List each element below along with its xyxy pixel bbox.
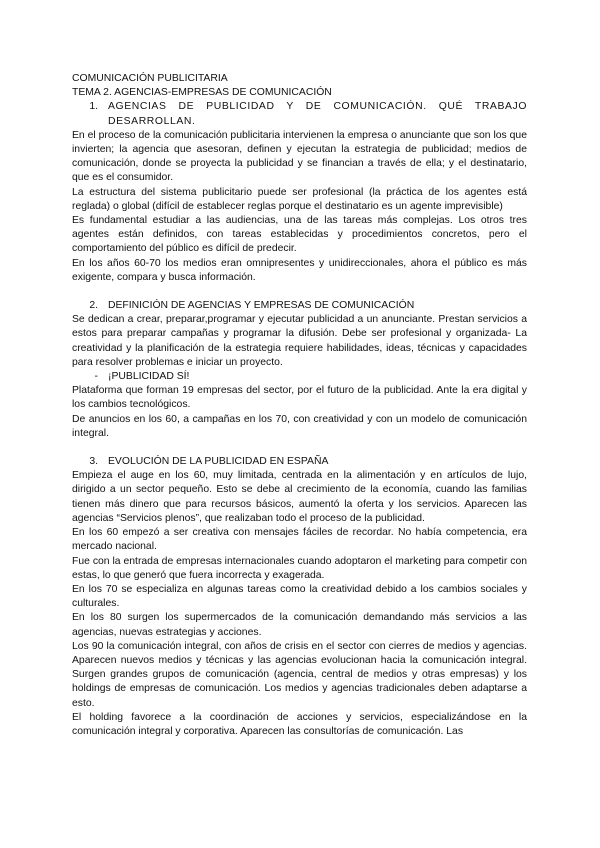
- section-1-paragraph: La estructura del sistema publicitario puede ser profesional (la práctica de los agentes está reglada) o global (difícil de establecer reglas porque el destinatario es un agente imprevisible): [72, 186, 527, 212]
- section-3-paragraph: En los 80 surgen los supermercados de la comunicación demandando más servicios a las agencias, nuevas estrategias y acciones.: [72, 612, 527, 638]
- bullet-mark: -: [94, 371, 98, 383]
- section-1-paragraph: En el proceso de la comunicación publicitaria intervienen la empresa o anunciante que son los que invierten; la agencia que asesoran, definen y ejecutan la estrategia de publicidad; medios de comunicación, donde se proyecta la publicidad y se financian a través de ella; y el destinatario, que es el consumidor.: [72, 129, 527, 184]
- section-3-paragraph: Fue con la entrada de empresas internacionales cuando adoptaron el marketing para competir con estas, lo que generó que fuera incorrecta y exagerada.: [72, 555, 527, 581]
- document-page: [72, 72, 527, 739]
- document-title: COMUNICACIÓN PUBLICITARIA: [72, 73, 228, 84]
- section-1-heading: [72, 100, 527, 128]
- section-2-title: DEFINICIÓN DE AGENCIAS Y EMPRESAS DE COMUNICACIÓN: [108, 300, 415, 312]
- bullet-text: ¡PUBLICIDAD SÍ!: [108, 371, 190, 383]
- section-3-heading: [72, 455, 527, 469]
- section-1-title: AGENCIAS DE PUBLICIDAD Y DE COMUNICACIÓN. QUÉ TRABAJO DESARROLLAN.: [108, 101, 527, 127]
- section-3-paragraph: Empieza el auge en los 60, muy limitada, centrada en la alimentación y en artículos de lujo, dirigido a un sector pequeño. Esto se debe al crecimiento de la economía, cuando las familias tienen más dinero que para recursos básicos, aumentó la oferta y los servicios. Aparecen las agencias “Servicios plenos”, que realizaban todo el proceso de la publicidad.: [72, 470, 527, 524]
- section-2-paragraph: Plataforma que forman 19 empresas del sector, por el futuro de la publicidad. Ante la era digital y los cambios tecnológicos.: [72, 385, 527, 411]
- section-3-title: EVOLUCIÓN DE LA PUBLICIDAD EN ESPAÑA: [108, 456, 329, 468]
- bullet-item: [72, 370, 527, 384]
- section-3-paragraph: En los 70 se especializa en algunas tareas como la creatividad debido a los cambios sociales y culturales.: [72, 583, 527, 610]
- section-2-paragraph: Se dedican a crear, preparar,programar y ejecutar publicidad a un anunciante. Prestan servicios a estos para preparar campañas y programar la difusión. Debe ser profesional y organizada- La creatividad y la planificación de la estrategia requiere habilidades, ideas, técnicas y capacidades para resolver problemas e iniciar un proyecto.: [72, 314, 527, 368]
- section-1-number: 1.: [89, 101, 98, 113]
- document-subtitle: TEMA 2. AGENCIAS-EMPRESAS DE COMUNICACIÓN: [72, 87, 332, 99]
- section-2-number: 2.: [89, 300, 98, 312]
- section-3-paragraph: En los 60 empezó a ser creativa con mensajes fáciles de recordar. No había competencia, era mercado nacional.: [72, 527, 527, 553]
- section-1-paragraph: En los años 60-70 los medios eran omnipresentes y unidireccionales, ahora el público es más exigente, compara y busca información.: [72, 257, 527, 283]
- section-2-paragraph: De anuncios en los 60, a campañas en los 70, con creatividad y con un modelo de comunicación integral.: [72, 413, 527, 439]
- section-1-paragraph: Es fundamental estudiar a las audiencias, una de las tareas más complejas. Los otros tres agentes están definidos, con tareas establecidas y procedimientos concretos, pero el comportamiento del público es difícil de predecir.: [72, 215, 527, 255]
- section-3-number: 3.: [89, 456, 98, 468]
- section-3-paragraph: Los 90 la comunicación integral, con años de crisis en el sector con cierres de medios y agencias. Aparecen nuevos medios y técnicas y las agencias evolucionan hacia la comunicación integral. Surgen grandes grupos de comunicación (agencia, central de medios y otras empresas) y los holdings de empresas de comunicación. Los medios y agencias tradicionales deben adaptarse a esto.: [72, 640, 527, 709]
- section-2-heading: [72, 299, 527, 313]
- section-3-paragraph: El holding favorece a la coordinación de acciones y servicios, especializándose en la comunicación integral y corporativa. Aparecen las consultorías de comunicación. Las: [72, 711, 527, 737]
